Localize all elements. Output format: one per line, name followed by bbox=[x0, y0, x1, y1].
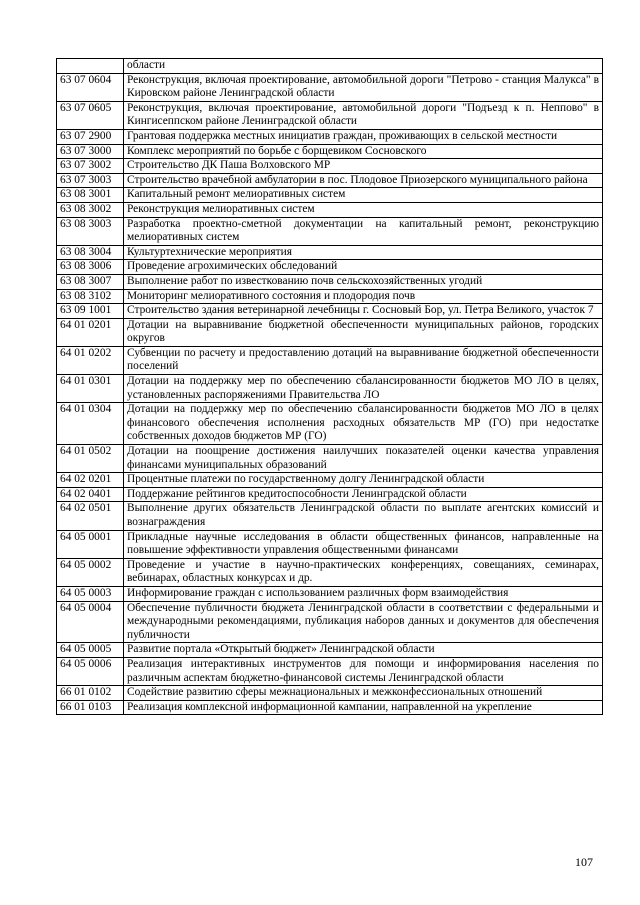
description-cell: Реконструкция мелиоративных систем bbox=[124, 202, 603, 217]
budget-code-cell: 64 01 0301 bbox=[57, 375, 124, 403]
page-number: 107 bbox=[575, 855, 593, 869]
description-cell: Проведение агрохимических обследований bbox=[124, 260, 603, 275]
table-row bbox=[57, 502, 603, 530]
description-cell: Дотации на поддержку мер по обеспечению сбалансированности бюджетов МО ЛО в целях, установленных распоряжениями Правительства ЛО bbox=[124, 375, 603, 403]
budget-code-cell: 64 05 0004 bbox=[57, 601, 124, 643]
description-cell: Содействие развитию сферы межнациональных и межконфессиональных отношений bbox=[124, 686, 603, 701]
table-row bbox=[57, 245, 603, 260]
table-row bbox=[57, 473, 603, 488]
description-cell: Дотации на поощрение достижения наилучших показателей оценки качества управления финансами муниципальных образований bbox=[124, 445, 603, 473]
description-cell: Выполнение других обязательств Ленинградской области по выплате агентских комиссий и вознаграждения bbox=[124, 502, 603, 530]
budget-code-cell: 63 07 3002 bbox=[57, 159, 124, 174]
table-row bbox=[57, 657, 603, 685]
table-row bbox=[57, 188, 603, 203]
description-cell: Обеспечение публичности бюджета Ленинградской области в соответствии с федеральными и международными рекомендациями, публикация наборов данных и документов для обеспечения публичности bbox=[124, 601, 603, 643]
table-row bbox=[57, 129, 603, 144]
table-row bbox=[57, 318, 603, 346]
table-row bbox=[57, 289, 603, 304]
description-cell: Развитие портала «Открытый бюджет» Ленинградской области bbox=[124, 643, 603, 658]
description-cell: Реконструкция, включая проектирование, автомобильной дороги "Петрово - станция Малукса" в Кировском районе Ленинградской области bbox=[124, 73, 603, 101]
table-row bbox=[57, 487, 603, 502]
budget-code-cell: 63 07 0605 bbox=[57, 101, 124, 129]
budget-code-cell: 63 08 3102 bbox=[57, 289, 124, 304]
table-row bbox=[57, 601, 603, 643]
description-cell: Выполнение работ по известкованию почв сельскохозяйственных угодий bbox=[124, 274, 603, 289]
description-cell: Капитальный ремонт мелиоративных систем bbox=[124, 188, 603, 203]
budget-code-cell: 64 01 0304 bbox=[57, 403, 124, 445]
budget-code-cell: 63 08 3007 bbox=[57, 274, 124, 289]
description-cell: Информирование граждан с использованием различных форм взаимодействия bbox=[124, 586, 603, 601]
budget-code-cell: 63 09 1001 bbox=[57, 304, 124, 319]
budget-code-cell: 64 01 0202 bbox=[57, 346, 124, 374]
description-cell: Реализация интерактивных инструментов для помощи и информирования населения по различным аспектам бюджетно-финансовой системы Ленинградской области bbox=[124, 657, 603, 685]
budget-code-cell: 64 01 0201 bbox=[57, 318, 124, 346]
description-cell: Строительство здания ветеринарной лечебницы г. Сосновый Бор, ул. Петра Великого, участок 7 bbox=[124, 304, 603, 319]
table-row bbox=[57, 686, 603, 701]
description-cell: области bbox=[124, 59, 603, 74]
budget-code-cell: 66 01 0103 bbox=[57, 700, 124, 715]
budget-code-table bbox=[56, 58, 603, 715]
description-cell: Строительство ДК Паша Волховского МР bbox=[124, 159, 603, 174]
description-cell: Мониторинг мелиоративного состояния и плодородия почв bbox=[124, 289, 603, 304]
table-row bbox=[57, 643, 603, 658]
table-row bbox=[57, 260, 603, 275]
budget-code-cell: 64 02 0501 bbox=[57, 502, 124, 530]
description-cell: Проведение и участие в научно-практических конференциях, совещаниях, семинарах, вебинарах, областных конкурсах и др. bbox=[124, 558, 603, 586]
budget-code-cell: 63 07 3003 bbox=[57, 173, 124, 188]
budget-code-cell: 63 07 2900 bbox=[57, 129, 124, 144]
description-cell: Прикладные научные исследования в области общественных финансов, направленные на повышение эффективности управления общественными финансами bbox=[124, 530, 603, 558]
table-row bbox=[57, 217, 603, 245]
table-row bbox=[57, 586, 603, 601]
table-row bbox=[57, 59, 603, 74]
description-cell: Разработка проектно-сметной документации на капитальный ремонт, реконструкцию мелиоративных систем bbox=[124, 217, 603, 245]
description-cell: Поддержание рейтингов кредитоспособности Ленинградской области bbox=[124, 487, 603, 502]
budget-code-cell: 63 08 3003 bbox=[57, 217, 124, 245]
table-row bbox=[57, 101, 603, 129]
table-row bbox=[57, 73, 603, 101]
budget-code-cell: 64 02 0401 bbox=[57, 487, 124, 502]
description-cell: Дотации на поддержку мер по обеспечению сбалансированности бюджетов МО ЛО в целях финансового обеспечения исполнения расходных обязательств МР (ГО) при недостатке собственных доходов бюджетов МР (ГО) bbox=[124, 403, 603, 445]
budget-code-cell: 63 08 3006 bbox=[57, 260, 124, 275]
budget-code-cell: 64 05 0005 bbox=[57, 643, 124, 658]
budget-code-cell: 64 05 0006 bbox=[57, 657, 124, 685]
budget-code-cell: 63 07 0604 bbox=[57, 73, 124, 101]
table-row bbox=[57, 159, 603, 174]
table-row bbox=[57, 558, 603, 586]
table-row bbox=[57, 144, 603, 159]
budget-code-cell: 63 08 3004 bbox=[57, 245, 124, 260]
table-body bbox=[57, 59, 603, 715]
table-row bbox=[57, 700, 603, 715]
description-cell: Субвенции по расчету и предоставлению дотаций на выравнивание бюджетной обеспеченности поселений bbox=[124, 346, 603, 374]
budget-code-cell bbox=[57, 59, 124, 74]
budget-code-cell: 64 05 0003 bbox=[57, 586, 124, 601]
budget-code-cell: 66 01 0102 bbox=[57, 686, 124, 701]
description-cell: Культуртехнические мероприятия bbox=[124, 245, 603, 260]
table-row bbox=[57, 530, 603, 558]
table-row bbox=[57, 304, 603, 319]
budget-code-cell: 64 01 0502 bbox=[57, 445, 124, 473]
description-cell: Реализация комплексной информационной кампании, направленной на укрепление bbox=[124, 700, 603, 715]
table-row bbox=[57, 403, 603, 445]
description-cell: Грантовая поддержка местных инициатив граждан, проживающих в сельской местности bbox=[124, 129, 603, 144]
budget-code-cell: 63 08 3002 bbox=[57, 202, 124, 217]
table-row bbox=[57, 274, 603, 289]
budget-code-cell: 64 05 0001 bbox=[57, 530, 124, 558]
table-row bbox=[57, 375, 603, 403]
description-cell: Строительство врачебной амбулатории в пос. Плодовое Приозерского муниципального района bbox=[124, 173, 603, 188]
table-row bbox=[57, 173, 603, 188]
table-row bbox=[57, 445, 603, 473]
budget-code-cell: 63 07 3000 bbox=[57, 144, 124, 159]
description-cell: Реконструкция, включая проектирование, автомобильной дороги "Подъезд к п. Неппово" в Кингисеппском районе Ленинградской области bbox=[124, 101, 603, 129]
budget-code-cell: 64 02 0201 bbox=[57, 473, 124, 488]
description-cell: Комплекс мероприятий по борьбе с борщевиком Сосновского bbox=[124, 144, 603, 159]
budget-code-cell: 63 08 3001 bbox=[57, 188, 124, 203]
table-row bbox=[57, 346, 603, 374]
description-cell: Дотации на выравнивание бюджетной обеспеченности муниципальных районов, городских округов bbox=[124, 318, 603, 346]
table-row bbox=[57, 202, 603, 217]
description-cell: Процентные платежи по государственному долгу Ленинградской области bbox=[124, 473, 603, 488]
budget-code-table-container bbox=[56, 58, 603, 715]
budget-code-cell: 64 05 0002 bbox=[57, 558, 124, 586]
